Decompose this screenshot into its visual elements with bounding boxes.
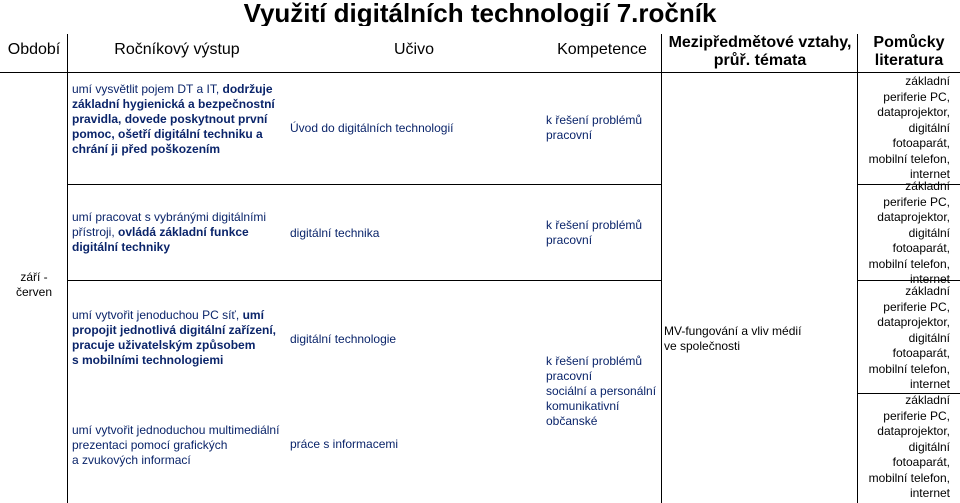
pomucky-2-2: periferie PC, xyxy=(883,194,950,209)
pomucky-3-4: digitální xyxy=(908,330,950,345)
header-ucivo: Učivo xyxy=(393,41,434,58)
pomucky-4-2: periferie PC, xyxy=(883,408,950,423)
vztahy-line1: MV-fungování a vliv médií xyxy=(664,324,802,338)
row3-kompetence-4: komunikativní xyxy=(546,399,620,413)
row2-vystup xyxy=(72,210,284,255)
header-pomucky xyxy=(858,34,960,70)
row4-vystup-1: umí vytvořit jednoduchou multimediální xyxy=(72,423,280,437)
row2-vystup-bold2: digitální techniky xyxy=(72,240,171,254)
row3-vystup-1: umí vytvořit jenoduchou PC síť, xyxy=(72,308,243,322)
period-line2: červen xyxy=(15,285,53,299)
pomucky-3-3: dataprojektor, xyxy=(877,315,950,329)
pomucky-4-1: základní xyxy=(905,393,950,407)
header-pomucky-line1: Pomůcky xyxy=(873,34,945,51)
pomucky-block-3 xyxy=(858,284,950,393)
header-vztahy-line1: Mezipředmětové vztahy, xyxy=(668,34,852,51)
page-title: Využití digitálních technologií 7.ročník xyxy=(243,0,717,26)
pomucky-4-4: digitální xyxy=(908,439,950,454)
row3-kompetence-3: sociální a personální xyxy=(546,384,657,398)
header-vystup: Ročníkový výstup xyxy=(114,41,240,58)
header-pomucky-line2: literatura xyxy=(874,52,944,69)
row1-vystup-bold3: a bezpečnostní pravidla, dovede xyxy=(72,97,275,126)
row3-ucivo: digitální technologie xyxy=(290,332,397,346)
pomucky-1-7: internet xyxy=(909,167,950,181)
row3-vystup-bold1: umí xyxy=(242,308,264,322)
row4-vystup-3: a zvukových informací xyxy=(72,453,191,467)
pomucky-2-5: fotoaparát, xyxy=(892,241,950,255)
row3-kompetence-1: k řešení problémů xyxy=(546,354,643,368)
header-divider xyxy=(0,72,960,73)
period-cell xyxy=(0,270,68,300)
row1-kompetence-1: k řešení problémů xyxy=(546,113,643,127)
pomucky-2-1: základní xyxy=(905,179,950,193)
pomucky-1-1: základní xyxy=(905,74,950,88)
pomucky-2-4: digitální xyxy=(908,225,950,240)
row2-kompetence-2: pracovní xyxy=(546,233,593,247)
pomucky-block-4 xyxy=(858,393,950,502)
row2-kompetence-1: k řešení problémů xyxy=(546,218,643,232)
row4-vystup-2: prezentaci pomocí grafických xyxy=(72,438,228,452)
row3-vystup xyxy=(72,308,284,368)
row2-vystup-2: přístroji, xyxy=(72,225,119,239)
pomucky-4-7: internet xyxy=(909,486,950,500)
pomucky-2-3: dataprojektor, xyxy=(877,210,950,224)
pomucky-3-6: mobilní telefon, xyxy=(868,361,950,376)
row3-vystup-bold3: pracuje uživatelským způsobem xyxy=(72,338,256,352)
pomucky-block-2 xyxy=(858,179,950,288)
vztahy-cell xyxy=(664,324,856,354)
row1-vystup-bold4: poskytnout první pomoc, ošetří xyxy=(72,112,268,141)
col-divider-1 xyxy=(67,34,68,503)
pomucky-4-5: fotoaparát, xyxy=(892,455,950,469)
pomucky-1-4: digitální xyxy=(908,120,950,135)
pomucky-3-2: periferie PC, xyxy=(883,299,950,314)
row1-vystup-bold2: základní hygienická xyxy=(72,97,185,111)
header-obdobi: Období xyxy=(7,41,61,58)
row4-vystup xyxy=(72,423,284,468)
row1-kompetence xyxy=(546,113,661,143)
header-vztahy xyxy=(662,34,858,70)
pomucky-1-5: fotoaparát, xyxy=(892,136,950,150)
pomucky-1-6: mobilní telefon, xyxy=(868,151,950,166)
row4-ucivo: práce s informacemi xyxy=(290,437,399,451)
row1-vystup-bold1: dodržuje xyxy=(222,82,273,96)
pomucky-3-1: základní xyxy=(905,284,950,298)
row2-kompetence xyxy=(546,218,661,248)
row2-vystup-bold: ovládá základní funkce xyxy=(118,225,249,239)
row-divider-2 xyxy=(68,280,661,281)
row3-kompetence-5: občanské xyxy=(546,414,598,428)
pomucky-1-2: periferie PC, xyxy=(883,89,950,104)
pomucky-4-3: dataprojektor, xyxy=(877,424,950,438)
row3-vystup-bold2: propojit jednotlivá digitální zařízení, xyxy=(72,323,277,337)
pomucky-1-3: dataprojektor, xyxy=(877,105,950,119)
row-divider-1 xyxy=(68,184,661,185)
header-kompetence: Kompetence xyxy=(557,41,647,58)
pomucky-block-1 xyxy=(858,74,950,183)
pomucky-2-7: internet xyxy=(909,272,950,286)
pomucky-3-5: fotoaparát, xyxy=(892,346,950,360)
row3-vystup-bold4: s mobilními technologiemi xyxy=(72,353,224,367)
row1-kompetence-2: pracovní xyxy=(546,128,593,142)
row1-ucivo: Úvod do digitálních technologií xyxy=(290,121,454,135)
row2-vystup-1: umí pracovat s vybránými digitálními xyxy=(72,210,267,224)
col-divider-2 xyxy=(661,34,662,503)
row3-kompetence-2: pracovní xyxy=(546,369,593,383)
pomucky-2-6: mobilní telefon, xyxy=(868,256,950,271)
row1-vystup-bold6: poškozením xyxy=(147,142,221,156)
period-line1: září - xyxy=(20,270,48,284)
pomucky-4-6: mobilní telefon, xyxy=(868,470,950,485)
row1-vystup xyxy=(72,82,284,157)
row1-vystup-text: umí vysvětlit pojem DT a IT, xyxy=(72,82,223,96)
pomucky-3-7: internet xyxy=(909,377,950,391)
row1-vystup-bold5: digitální techniku a chrání ji před xyxy=(72,127,263,156)
row3-kompetence xyxy=(546,354,661,429)
vztahy-line2: ve společnosti xyxy=(664,339,741,353)
row2-ucivo: digitální technika xyxy=(290,226,380,240)
header-vztahy-line2: průř. témata xyxy=(713,52,807,69)
